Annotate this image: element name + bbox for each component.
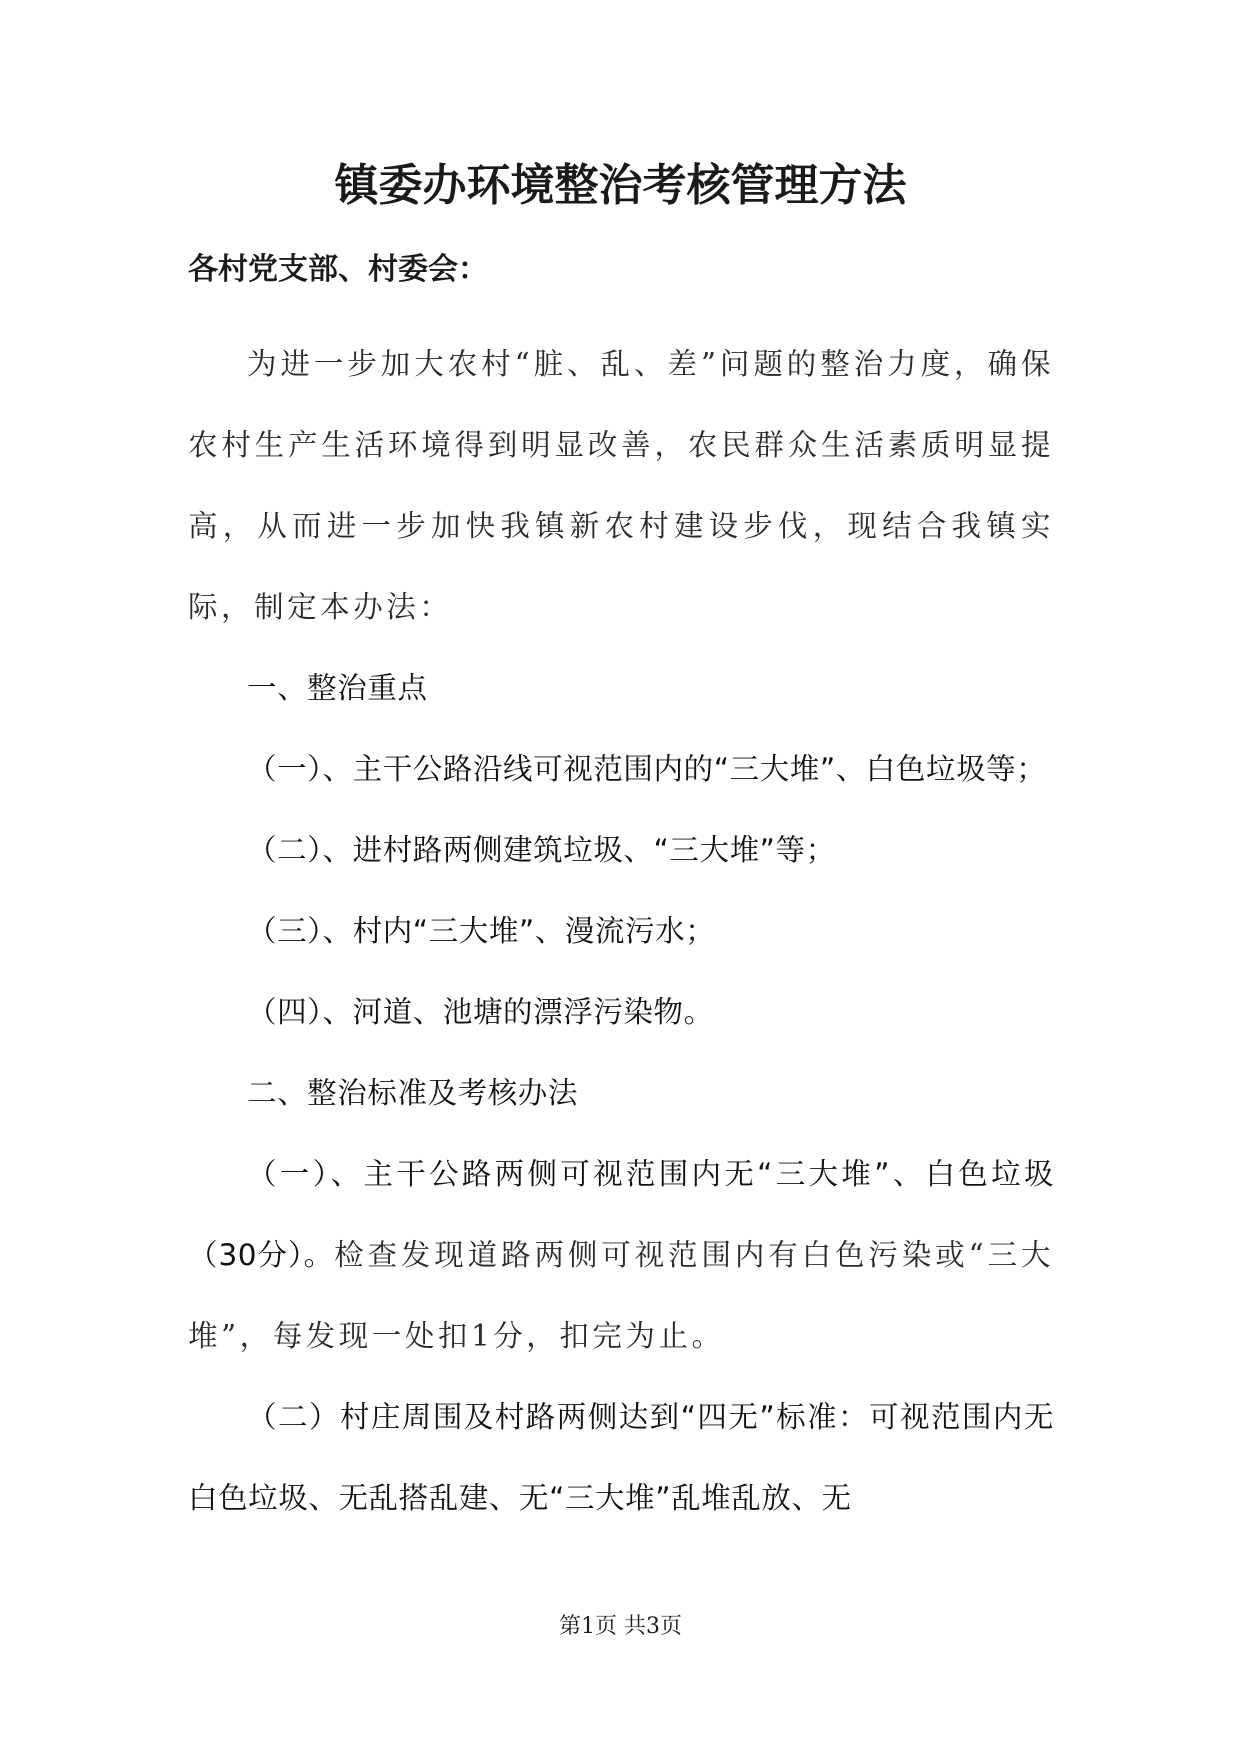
section-heading-1: 一、整治重点 bbox=[247, 671, 428, 705]
list-item: （二）、进村路两侧建筑垃圾、“三大堆”等； bbox=[247, 833, 836, 867]
criteria-detail: 检查发现道路两侧可视范围内有白色污染或“三大堆”，每发现一处扣1分，扣完为止。 bbox=[188, 1238, 1055, 1353]
page-number-footer: 第1页 共3页 bbox=[559, 1614, 682, 1639]
document-title: 镇委办环境整治考核管理方法 bbox=[334, 160, 907, 211]
intro-paragraph: 为进一步加大农村“脏、乱、差”问题的整治力度，确保农村生产生活环境得到明显改善，农民群众生活素质明显提高，从而进一步加快我镇新农村建设步伐，现结合我镇实际，制定本办法： bbox=[188, 347, 1054, 624]
addressee: 各村党支部、村委会： bbox=[188, 252, 488, 287]
criteria-lead: （一）、主干公路两侧可视范围内无“三大堆”、白色垃圾（30分）。 bbox=[188, 1157, 1054, 1272]
list-item: （二）村庄周围及村路两侧达到“四无”标准：可视范围内无白色垃圾、无乱搭乱建、无“三大堆”乱堆乱放、无 bbox=[188, 1400, 1054, 1515]
list-item: （三）、村内“三大堆”、漫流污水； bbox=[247, 914, 716, 948]
list-item: （一）、主干公路沿线可视范围内的“三大堆”、白色垃圾等； bbox=[247, 752, 1047, 786]
document-body bbox=[188, 324, 1054, 1539]
section-heading-2: 二、整治标准及考核办法 bbox=[247, 1076, 578, 1110]
list-item: （四）、河道、池塘的漂浮污染物。 bbox=[247, 995, 714, 1029]
criteria-paragraph bbox=[188, 1134, 1054, 1377]
